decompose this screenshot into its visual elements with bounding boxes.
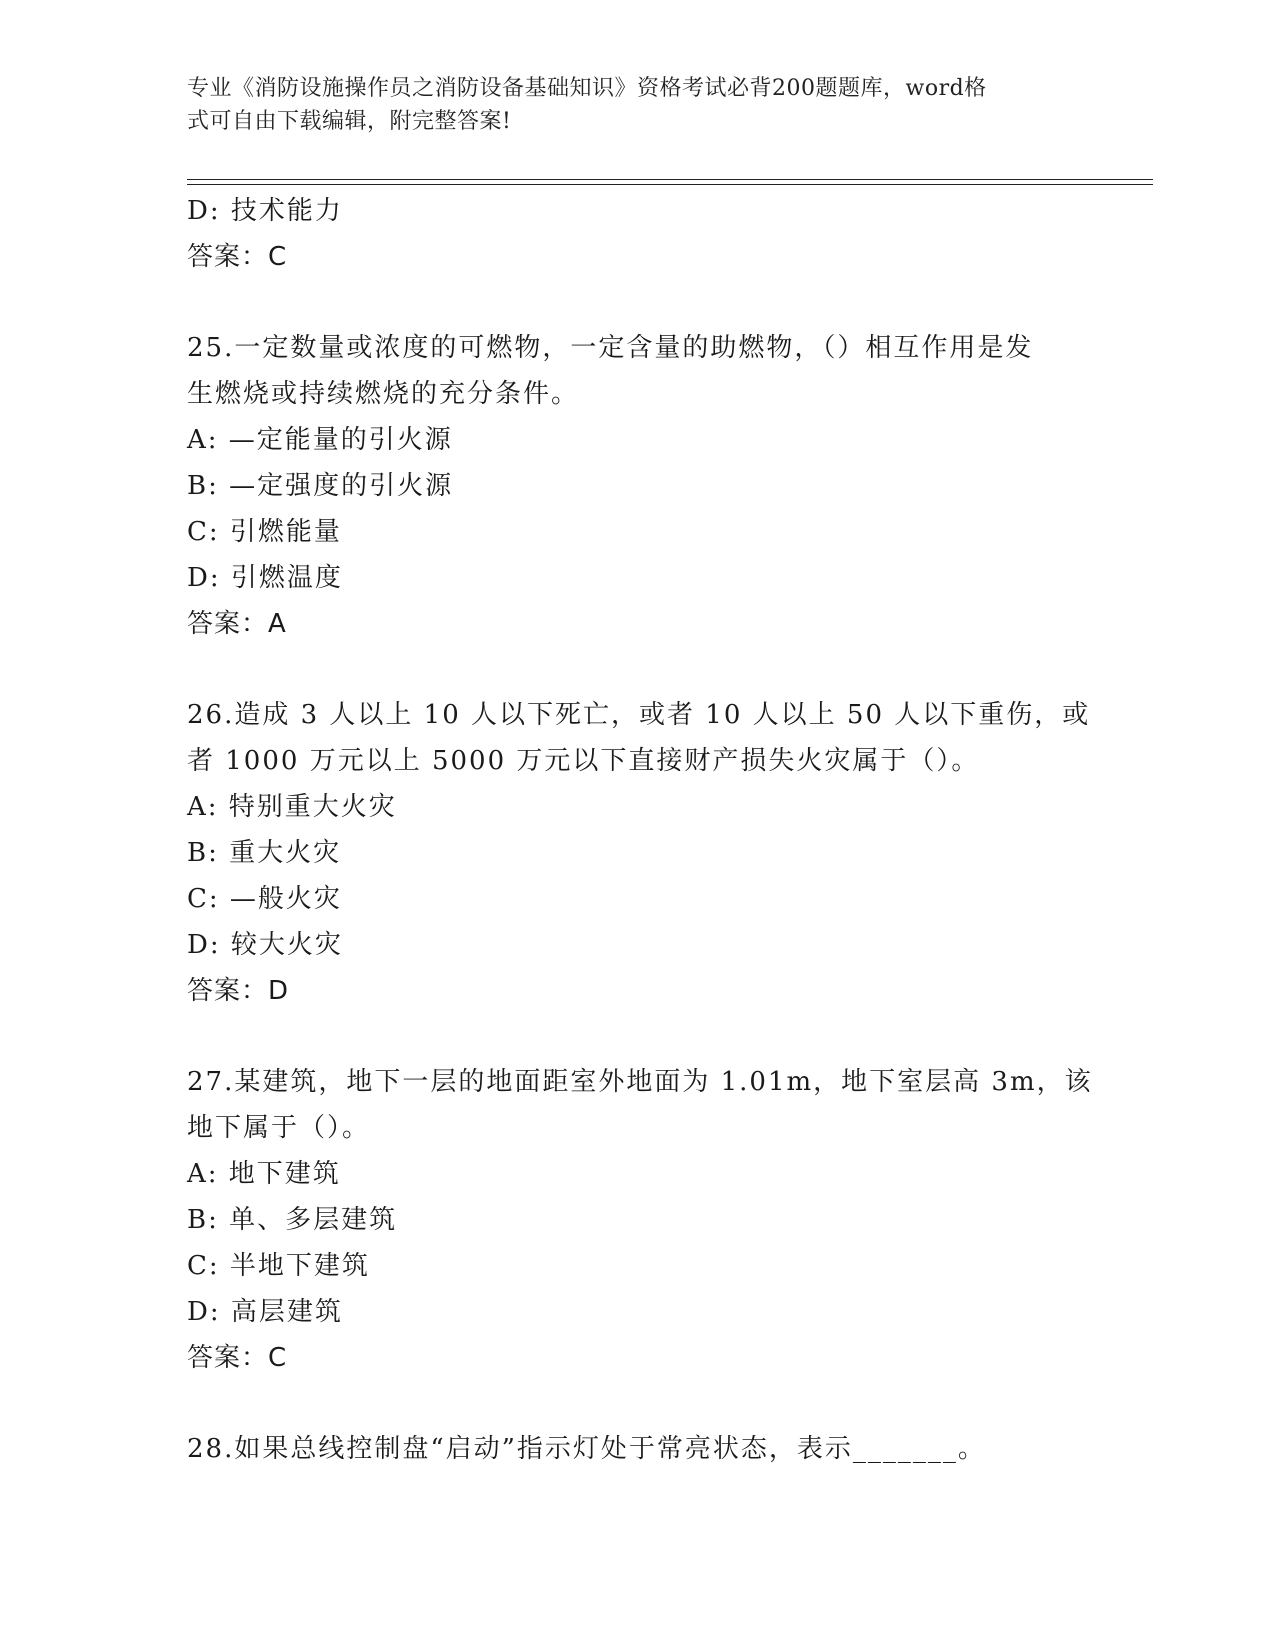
- question-text-line-2: 地下属于（）。: [187, 1113, 371, 1143]
- spacer: [187, 1014, 1087, 1059]
- option-c: C: 半地下建筑: [187, 1251, 370, 1281]
- spacer: [187, 647, 1087, 692]
- option-b: B: 重大火灾: [187, 838, 342, 868]
- answer-line: 答案：D: [187, 976, 290, 1006]
- option-d: D: 较大火灾: [187, 930, 343, 960]
- answer-line: 答案：C: [187, 242, 288, 272]
- question-26: [187, 692, 1091, 1014]
- answer-line: 答案：A: [187, 609, 287, 639]
- spacer: [187, 1381, 1087, 1426]
- question-text-line-2: 生燃烧或持续燃烧的充分条件。: [187, 379, 580, 409]
- answer-line: 答案：C: [187, 1343, 288, 1373]
- header-divider-top: [187, 179, 1153, 180]
- header-title-line-1: 专业《消防设施操作员之消防设备基础知识》资格考试必背200题题库，word格: [187, 76, 987, 101]
- question-list: [187, 188, 1093, 1472]
- question-text-line-1: 28.如果总线控制盘“启动”指示灯处于常亮状态，表示_______。: [187, 1434, 986, 1464]
- question-text-line-1: 26.造成 3 人以上 10 人以下死亡，或者 10 人以上 50 人以下重伤，或: [187, 700, 1091, 730]
- option-a: A: —定能量的引火源: [187, 425, 453, 455]
- header-divider-bottom: [187, 184, 1153, 185]
- document-header: [187, 72, 1067, 138]
- question-28: [187, 1426, 1087, 1472]
- option-d: D: 引燃温度: [187, 563, 343, 593]
- option-a: A: 地下建筑: [187, 1159, 341, 1189]
- option-d: D: 高层建筑: [187, 1297, 343, 1327]
- header-title-line-2: 式可自由下载编辑，附完整答案!: [187, 109, 512, 134]
- question-text-line-1: 27.某建筑，地下一层的地面距室外地面为 1.01m，地下室层高 3m，该: [187, 1067, 1093, 1097]
- option-b: B: 单、多层建筑: [187, 1205, 398, 1235]
- option-c: C: 引燃能量: [187, 517, 342, 547]
- question-text-line-2: 者 1000 万元以上 5000 万元以下直接财产损失火灾属于（）。: [187, 746, 980, 776]
- option-c: C: —般火灾: [187, 884, 342, 914]
- option-b: B: —定强度的引火源: [187, 471, 454, 501]
- question-text-line-1: 25.一定数量或浓度的可燃物，一定含量的助燃物，（）相互作用是发: [187, 333, 1034, 363]
- option-a: A: 特别重大火灾: [187, 792, 397, 822]
- question-27: [187, 1059, 1093, 1381]
- spacer: [187, 280, 1087, 325]
- option-d: D: 技术能力: [187, 196, 343, 226]
- question-25: [187, 325, 1087, 647]
